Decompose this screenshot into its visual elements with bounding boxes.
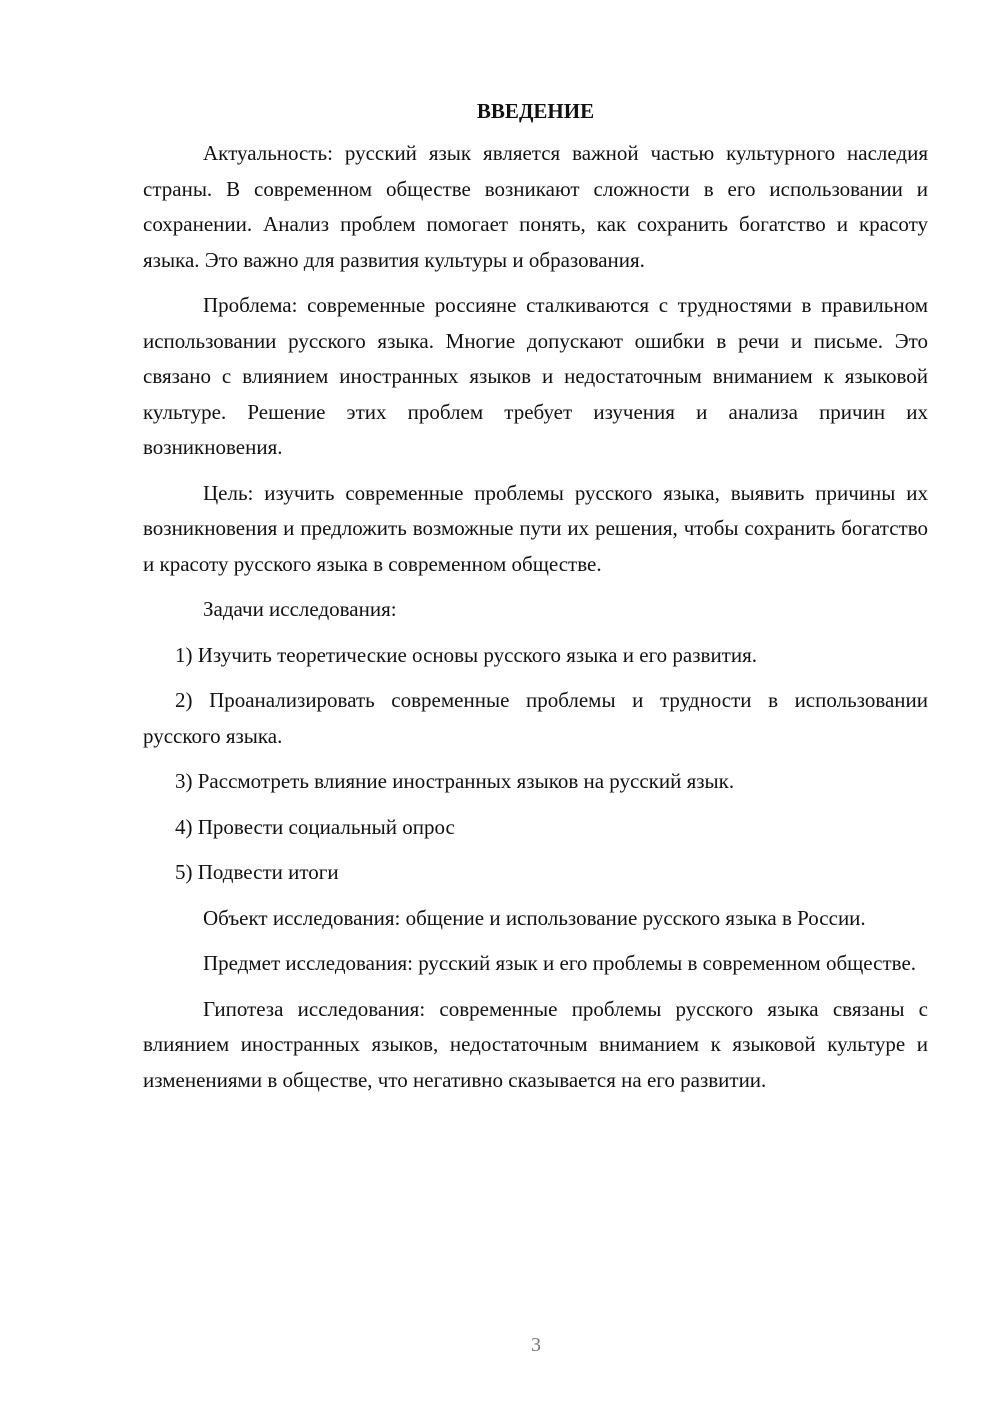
page-number: 3: [531, 1334, 541, 1356]
subject-paragraph: Предмет исследования: русский язык и его проблемы в современном обществе.: [203, 951, 917, 975]
object-paragraph: Объект исследования: общение и использование русского языка в России.: [203, 905, 866, 930]
problem-paragraph: Проблема: современные россияне сталкиваются с трудностями в правильном использовании русского языка. Многие допускают ошибки в речи и письме. Это связано с влиянием иностранных языков и недостаточным вниманием к языковой культуре. Решение этих проблем требует изучения и анализа причин их возникновения.: [143, 293, 928, 459]
task-item: 1) Изучить теоретические основы русского языка и его развития.: [175, 642, 758, 667]
page-content: [143, 96, 928, 1108]
task-item: 2) Проанализировать современные проблемы и трудности в использовании русского языка.: [143, 688, 928, 748]
section-title: ВВЕДЕНИЕ: [476, 99, 595, 123]
relevance-paragraph: Актуальность: русский язык является важной частью культурного наследия страны. В современном обществе возникают сложности в его использовании и сохранении. Анализ проблем помогает понять, как сохранить богатство и красоту языка. Это важно для развития культуры и образования.: [143, 141, 928, 272]
hypothesis-paragraph: Гипотеза исследования: современные проблемы русского языка связаны с влиянием иностранных языков, недостаточным вниманием к языковой культуре и изменениями в обществе, что негативно сказывается на его развитии.: [143, 996, 928, 1092]
goal-paragraph: Цель: изучить современные проблемы русского языка, выявить причины их возникновения и предложить возможные пути их решения, чтобы сохранить богатство и красоту русского языка в современном обществе.: [143, 480, 928, 576]
task-item: 4) Провести социальный опрос: [175, 814, 455, 839]
task-item: 5) Подвести итоги: [175, 860, 339, 884]
tasks-heading: Задачи исследования:: [203, 597, 397, 621]
task-item: 3) Рассмотреть влияние иностранных языков на русский язык.: [175, 769, 735, 793]
